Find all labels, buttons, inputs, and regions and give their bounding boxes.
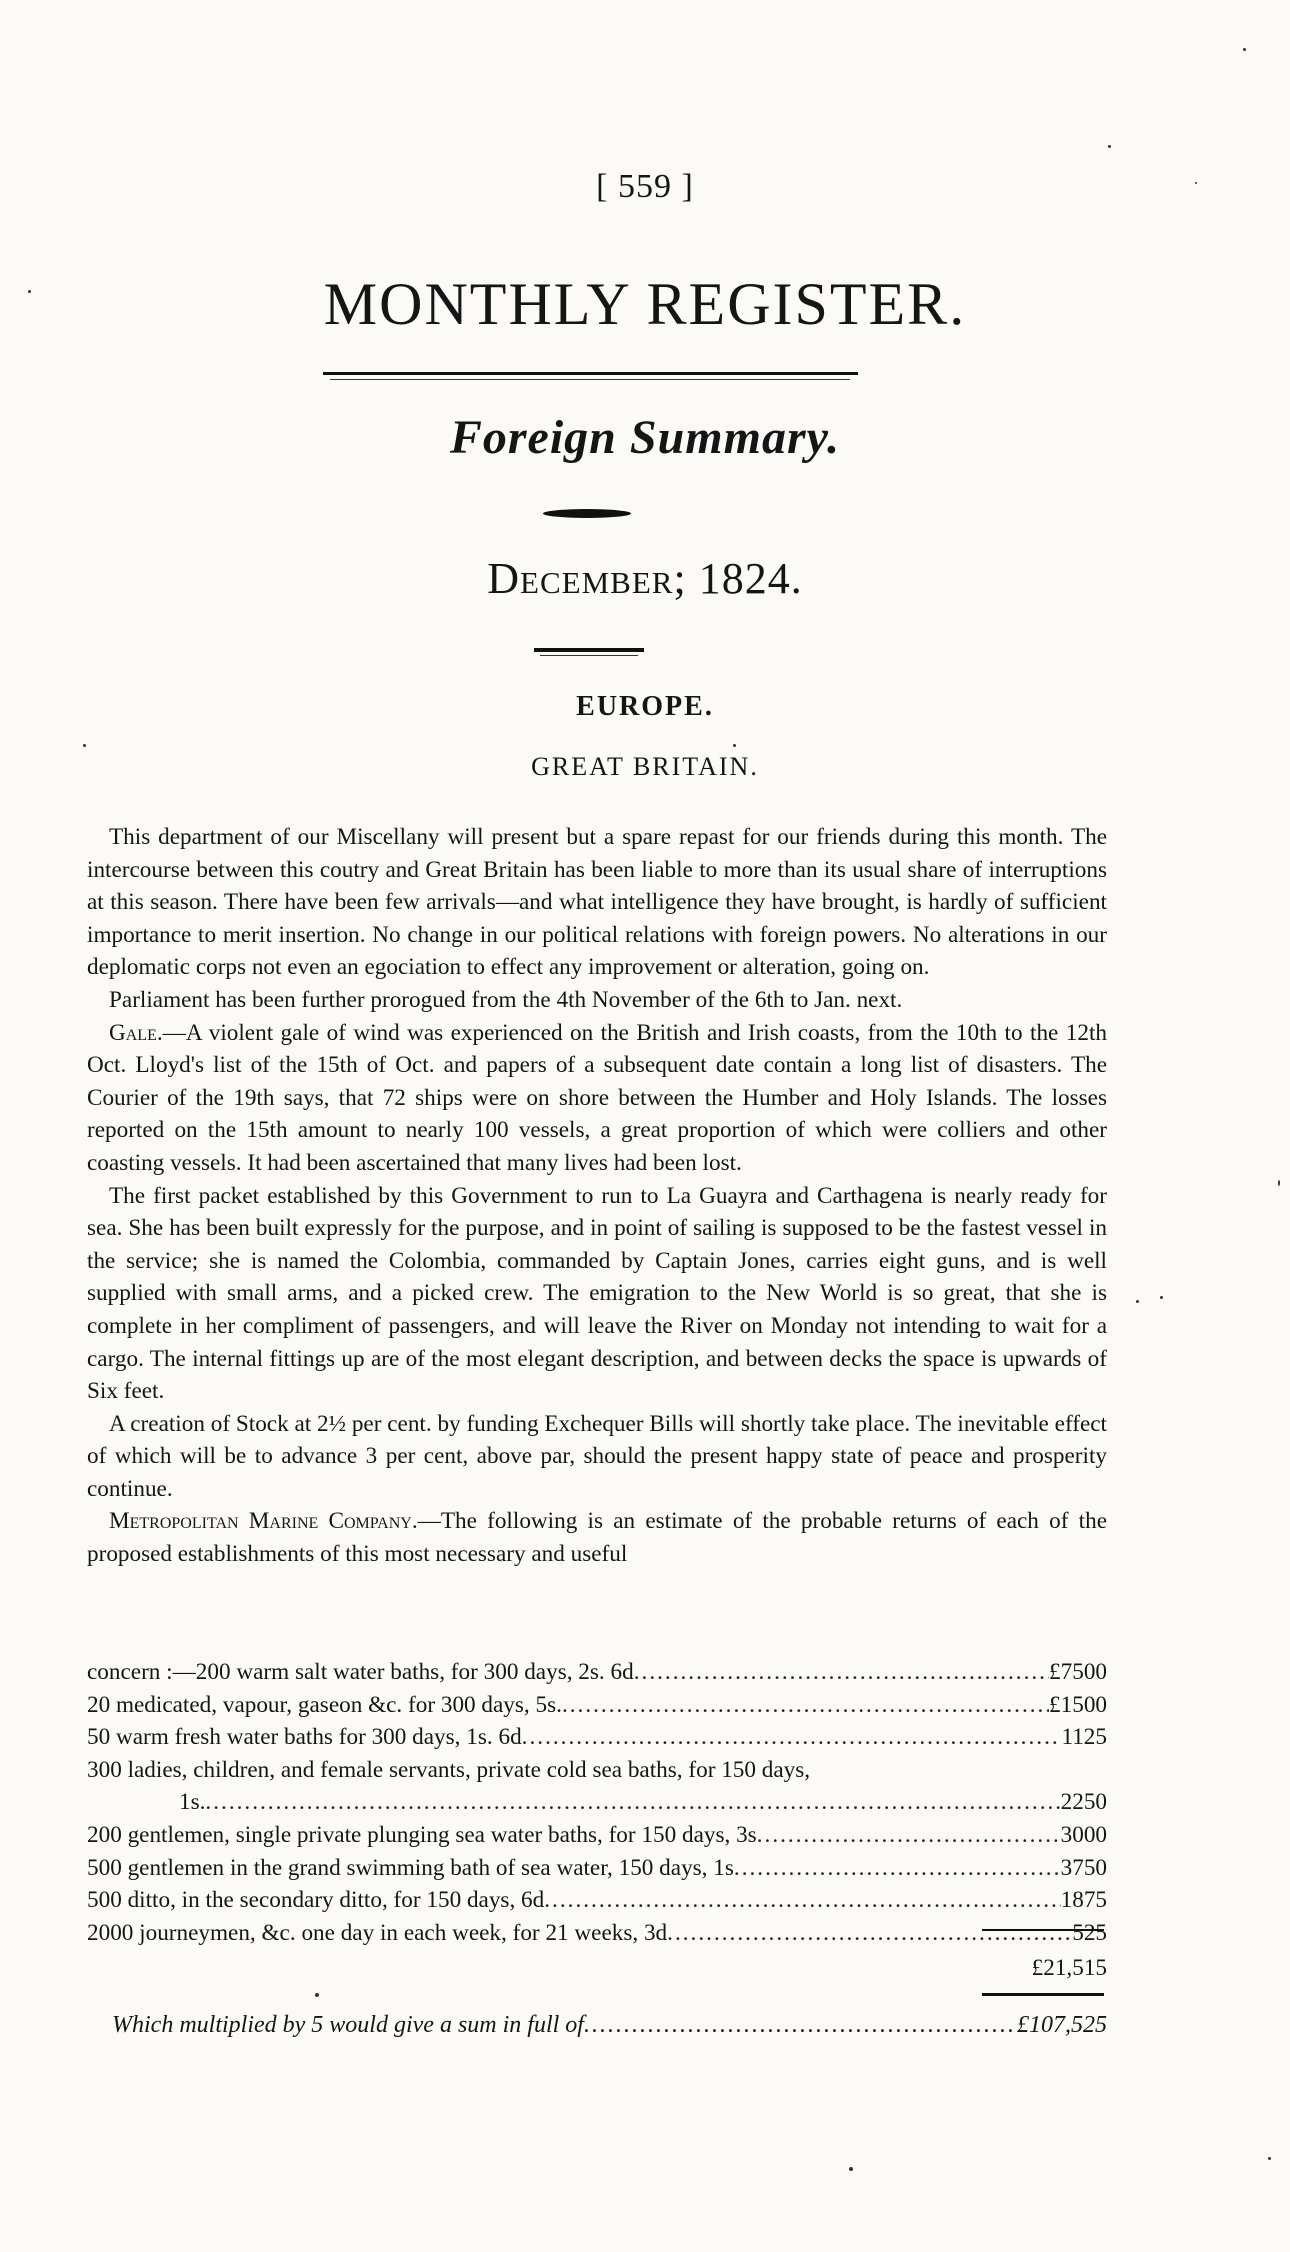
scan-speck [849,2167,853,2171]
ledger-total: £21,515 [1031,1955,1107,1981]
ledger-label: 2000 journeymen, &c. one day in each week, for 21 weeks, 3d [87,1919,668,1946]
date-rule-thin [540,655,638,656]
ledger-label: 200 gentlemen, single private plunging sea water baths, for 150 days, 3s [87,1822,757,1848]
ledger-row [87,1819,1107,1852]
ledger-label: 300 ladies, children, and female servants, private cold sea baths, for 150 days, [87,1756,811,1783]
ledger-row [87,1852,1107,1885]
scan-speck [83,744,86,747]
total-rule-lower [982,1993,1104,1996]
paragraph-packet: The first packet established by this Government to run to La Guayra and Carthagena is nearly ready for sea. She has been built expressly for the purpose, and in point of sailing is supposed to be the fastest vessel in the service; she is named the Colombia, commanded by Captain Jones, carries eight guns, and is well supplied with small arms, and a picked crew. The emigration to the New World is so great, that she is complete in her compliment of passengers, and will leave the River on Monday not intending to wait for a cargo. The internal fittings up are of the most elegant description, and between decks the space is upwards of Six feet. [87,1182,1107,1405]
scan-speck [1243,48,1246,51]
scan-speck [1195,182,1197,184]
ledger-label: 500 gentlemen in the grand swimming bath of sea water, 150 days, 1s [87,1854,734,1881]
ledger-label: 1s. [179,1789,206,1816]
gale-heading: Gale. [109,1019,163,1046]
ledger-amount: 2250 [1060,1789,1107,1816]
ledger-label: 500 ditto, in the secondary ditto, for 150 days, 6d [87,1887,545,1914]
final-sum-line [112,2012,1107,2039]
ledger-amount: £7500 [1049,1659,1107,1685]
scan-speck [1136,1300,1139,1303]
marine-company-text: —The following is an estimate of the probable returns of each of the proposed establishments of this most necessary and useful [87,1508,1108,1568]
ledger-label: concern :—200 warm salt water baths, for 300 days, 2s. 6d [87,1659,634,1685]
ledger-amount: 3000 [1060,1822,1107,1848]
ledger-row [87,1656,1107,1689]
ornamental-dash [543,509,631,518]
article-body [87,821,1107,1571]
scan-speck [1268,2157,1271,2160]
ledger-row [87,1721,1107,1754]
paragraph-gale [87,1017,1107,1180]
ledger-row [87,1884,1107,1917]
ledger-label: 50 warm fresh water baths for 300 days, 1s. 6d [87,1724,522,1751]
marine-company-heading: Metropolitan Marine Company. [109,1508,418,1535]
scan-speck [1160,1296,1163,1299]
ledger-row [87,1917,1107,1950]
date-rule [534,648,644,652]
paragraph-marine-company [87,1505,1107,1570]
ledger-amount: 525 [1072,1919,1107,1946]
ledger-amount: 1125 [1061,1724,1107,1751]
paragraph-intro: This department of our Miscellany will present but a spare repast for our friends during this month. The intercourse between this coutry and Great Britain has been liable to more than its usual share of interruptions at this season. There have been few arrivals—and what intelligence they have brought, is hardly of sufficient importance to merit insertion. No change in our political relations with foreign powers. No alterations in our deplomatic corps not even an egociation to effect any improvement or alteration, going on. [87,824,1107,981]
total-rule [982,1929,1104,1931]
ledger-label: 20 medicated, vapour, gaseon &c. for 300 days, 5s. [87,1691,562,1718]
ledger-amount: 3750 [1060,1854,1107,1881]
gale-text: —A violent gale of wind was experienced on the British and Irish coasts, from the 10th to the 12th Oct. Lloyd's list of the 15th of Oct. and papers of a subsequent date contain a long list of disasters. The Courier of the 19th says, that 72 ships were on shore between the Humber and Holy Islands. The losses reported on the 15th amount to nearly 100 vessels, a great proportion of which were colliers and other coasting vessels. It had been ascertained that many lives had been lost. [87,1019,1107,1176]
ledger-row [87,1754,1107,1787]
scan-speck [1108,145,1111,148]
page-title: MONTHLY REGISTER. [323,271,967,337]
title-rule [323,372,858,375]
scan-speck [733,744,736,747]
ledger-row [87,1689,1107,1722]
issue-date-year: ; 1824. [673,554,803,603]
issue-date-month: December [487,554,674,603]
final-sum-amount: £107,525 [1017,2012,1107,2038]
ledger-amount: £1500 [1049,1691,1107,1718]
paragraph-parliament: Parliament has been further prorogued from the 4th November of the 6th to Jan. next. [109,986,903,1013]
ledger-amount: 1875 [1060,1887,1107,1914]
scan-speck [315,1993,319,1997]
page-number: [ 559 ] [596,168,694,205]
section-heading: EUROPE. [576,691,714,722]
issue-date [0,553,1290,604]
subsection-heading: GREAT BRITAIN. [531,752,759,781]
final-sum-label: Which multiplied by 5 would give a sum in full of [112,2012,584,2038]
scan-speck [28,290,31,293]
ledger-row [87,1786,1107,1819]
title-rule-thin [330,379,850,380]
scan-speck [1278,1180,1280,1186]
section-subtitle: Foreign Summary. [449,411,841,464]
paragraph-stock: A creation of Stock at 2½ per cent. by funding Exchequer Bills will shortly take place. The inevitable effect of which will be to advance 3 per cent, above par, should the present happy state of peace and prosperity continue. [87,1410,1107,1502]
